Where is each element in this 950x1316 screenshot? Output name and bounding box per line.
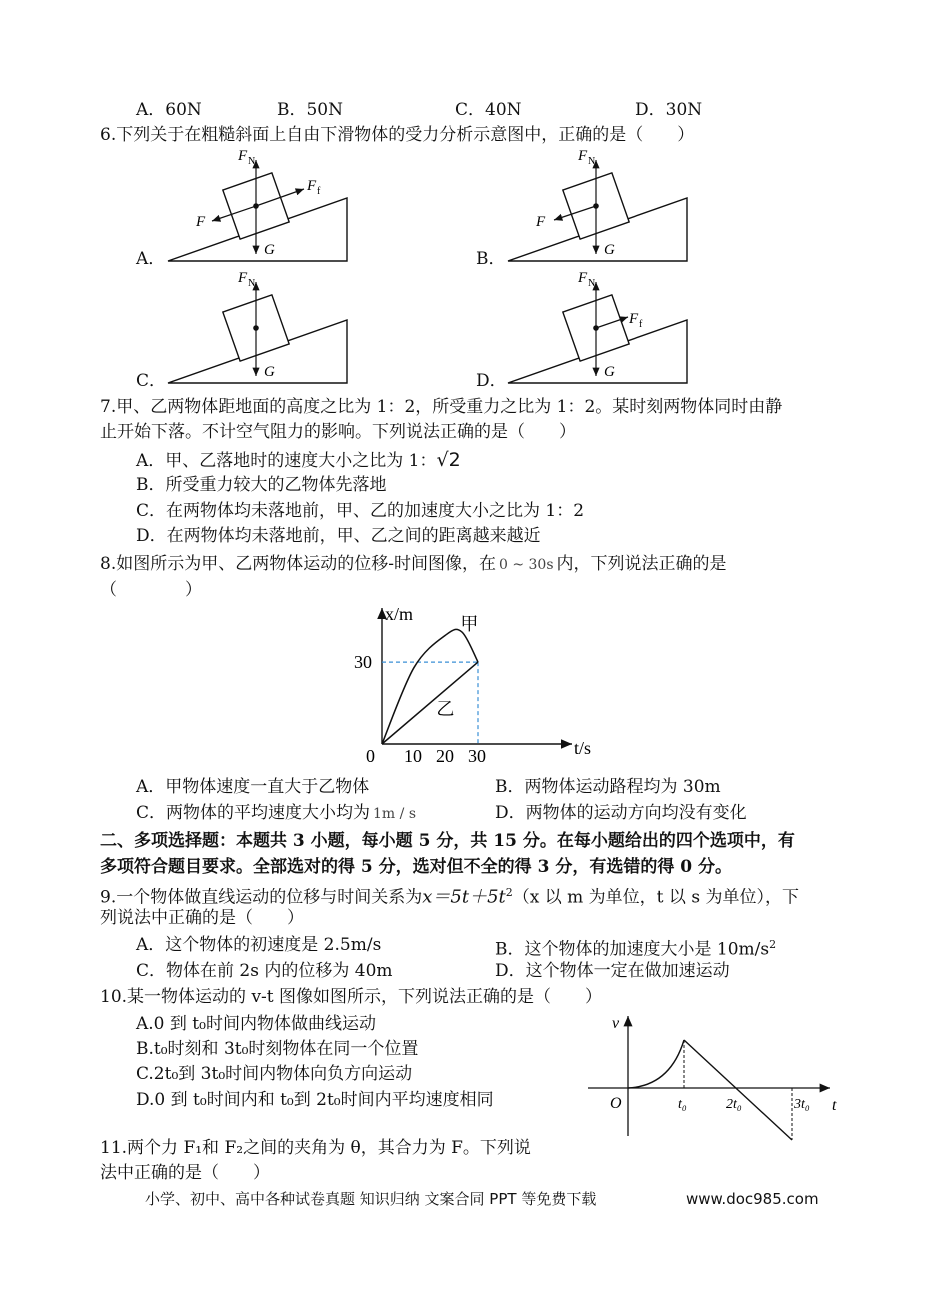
q8-stem-text-2: 内，下列说法正确的是 <box>556 554 727 574</box>
force-diagram-b <box>500 140 700 270</box>
label-n-sub: N <box>248 278 256 289</box>
3t0-label: 3t₀ <box>794 1097 810 1112</box>
label-n-sub: N <box>588 278 596 289</box>
q5-option-d: D．30N <box>635 100 703 120</box>
q9-formula-sup: 2 <box>505 886 513 899</box>
q5-option-a: A．60N <box>136 100 202 120</box>
label-g: G <box>604 242 615 258</box>
vt-curve <box>628 1040 684 1088</box>
q10-option-c: C.2t₀到 3t₀时间内物体向负方向运动 <box>136 1064 413 1084</box>
label-g: G <box>264 242 275 258</box>
q6-label-c: C． <box>136 371 167 391</box>
series-jia-label: 甲 <box>460 614 479 635</box>
q8-option-b: B．两物体运动路程均为 30m <box>495 777 721 797</box>
q6-label-a: A． <box>136 249 166 269</box>
q5-option-c: C．40N <box>455 100 522 120</box>
label-fn: F <box>578 270 588 286</box>
q6-stem: 6.下列关于在粗糙斜面上自由下滑物体的受力分析示意图中，正确的是（ ） <box>100 125 695 145</box>
footer-text: 小学、初中、高中各种试卷真题 知识归纳 文案合同 PPT 等免费下载 <box>145 1190 597 1208</box>
label-g: G <box>264 364 275 380</box>
xt-chart <box>340 598 610 778</box>
q11-stem-1: 11.两个力 F₁和 F₂之间的夹角为 θ，其合力为 F。下列说 <box>100 1138 531 1158</box>
force-diagram-c <box>160 262 360 392</box>
q9-stem-post: （x 以 m 为单位，t 以 s 为单位），下 <box>512 887 799 908</box>
q7-stem-1: 7.甲、乙两物体距地面的高度之比为 1：2，所受重力之比为 1：2。某时刻两物体同时由静 <box>100 397 783 417</box>
q9-stem-pre: 9.一个物体做直线运动的位移与时间关系为 <box>100 887 423 908</box>
q9-stem-1 <box>100 882 799 909</box>
q7-option-a <box>136 449 461 472</box>
x-tick-label: 30 <box>468 746 486 766</box>
footer-link[interactable]: www.doc985.com <box>686 1190 819 1208</box>
y-tick-label: 30 <box>354 652 372 673</box>
x-tick-label: 20 <box>436 746 454 766</box>
v-label: v <box>612 1015 620 1032</box>
q9-formula: x＝5t＋5t <box>422 886 506 908</box>
q8-option-a: A．甲物体速度一直大于乙物体 <box>136 777 370 797</box>
q5-option-b: B．50N <box>277 100 343 120</box>
q8-stem-text: 8.如图所示为甲、乙两物体运动的位移-时间图像，在 <box>100 554 496 574</box>
label-fn: F <box>238 270 248 286</box>
2t0-label: 2t₀ <box>726 1097 742 1112</box>
label-ff: F <box>307 178 317 194</box>
label-f-sub: f <box>317 186 321 197</box>
series-yi-label: 乙 <box>436 699 455 720</box>
q7-option-c: C．在两物体均未落地前，甲、乙的加速度大小之比为 1：2 <box>136 501 585 521</box>
x-tick-label: 10 <box>404 746 422 766</box>
q10-option-d: D.0 到 t₀时间内和 t₀到 2t₀时间内平均速度相同 <box>136 1090 494 1110</box>
q6-label-b: B． <box>476 249 506 269</box>
label-n-sub: N <box>588 156 596 167</box>
series-jia-curve <box>382 629 478 744</box>
force-diagram-a <box>160 140 360 270</box>
q10-stem: 10.某一物体运动的 v-t 图像如图所示，下列说法正确的是（ ） <box>100 987 603 1007</box>
force-diagram-d <box>500 262 700 392</box>
series-yi-line <box>382 662 478 744</box>
q7-option-a-text: A．甲、乙落地时的速度大小之比为 1： <box>136 451 437 471</box>
q11-stem-2: 法中正确的是（ ） <box>100 1163 270 1183</box>
q9-option-c: C．物体在前 2s 内的位移为 40m <box>136 961 393 981</box>
label-f: F <box>196 214 206 230</box>
q9-stem-2: 列说法中正确的是（ ） <box>100 908 304 928</box>
q9-option-d: D．这个物体一定在做加速运动 <box>495 961 730 981</box>
q9-option-a: A．这个物体的初速度是 2.5m/s <box>136 935 382 955</box>
q8-option-c <box>136 802 416 825</box>
origin-label: O <box>610 1095 622 1112</box>
vt-chart <box>580 1010 850 1145</box>
q9-option-b-text: B．这个物体的加速度大小是 10m/s <box>495 939 770 960</box>
sqrt-two: √2 <box>436 449 461 471</box>
q8-option-c-text: C．两物体的平均速度大小均为 <box>136 803 371 823</box>
q10-option-a: A.0 到 t₀时间内物体做曲线运动 <box>136 1014 376 1034</box>
y-axis-label: x/m <box>385 604 414 624</box>
label-fn: F <box>238 148 248 164</box>
q8-unit: 1m / s <box>373 806 416 822</box>
label-ff: F <box>629 311 639 327</box>
q8-range: 0 ~ 30s <box>498 557 554 573</box>
section-2-heading-2: 多项符合题目要求。全部选对的得 5 分，选对但不全的得 3 分，有选错的得 0 分。 <box>100 857 732 877</box>
x-axis-label: t/s <box>574 738 592 758</box>
label-g: G <box>604 364 615 380</box>
q7-option-b: B．所受重力较大的乙物体先落地 <box>136 475 387 495</box>
label-fn: F <box>578 148 588 164</box>
q8-stem-1 <box>100 553 727 576</box>
q7-option-d: D．在两物体均未落地前，甲、乙之间的距离越来越近 <box>136 526 541 546</box>
section-2-heading-1: 二、多项选择题：本题共 3 小题，每小题 5 分，共 15 分。在每小题给出的四个选项中，有 <box>100 831 795 851</box>
q6-label-d: D． <box>476 371 507 391</box>
q9-option-b <box>495 934 776 961</box>
x-tick-label: 0 <box>366 746 375 766</box>
label-f: F <box>536 214 546 230</box>
q9-option-b-sup: 2 <box>769 938 777 951</box>
q10-option-b: B.t₀时刻和 3t₀时刻物体在同一个位置 <box>136 1039 419 1059</box>
t-label: t <box>832 1097 837 1114</box>
label-n-sub: N <box>248 156 256 167</box>
t0-label: t₀ <box>678 1097 687 1112</box>
vt-line <box>684 1040 792 1140</box>
label-f-sub: f <box>639 319 643 330</box>
q8-stem-3: （ ） <box>100 580 202 600</box>
q8-option-d: D．两物体的运动方向均没有变化 <box>495 803 747 823</box>
q7-stem-2: 止开始下落。不计空气阻力的影响。下列说法正确的是（ ） <box>100 422 576 442</box>
